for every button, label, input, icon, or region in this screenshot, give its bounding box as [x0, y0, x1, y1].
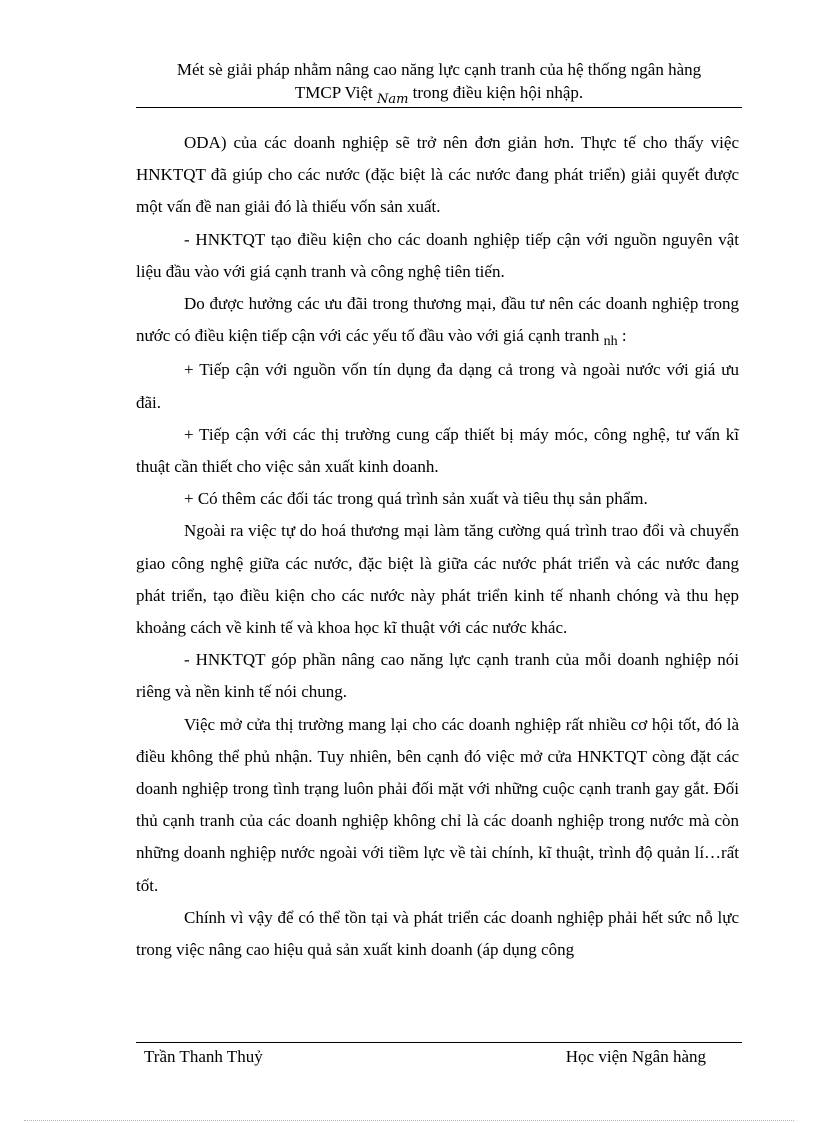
paragraph-incentives-text: Do được hưởng các ưu đãi trong thương mại, đầu tư nên các doanh nghiệp trong nước có điều kiện tiếp cận với các yếu tố đầu vào với giá cạnh tranh — [136, 294, 739, 346]
paragraph-incentives-colon: : — [621, 326, 627, 346]
paragraph-incentives-small-text: nh — [603, 334, 618, 350]
header-line-2-start: TMCP Việt — [294, 83, 373, 102]
document-body — [136, 127, 739, 966]
list-item-credit-access: + Tiếp cận với nguồn vốn tín dụng đa dạng cả trong và ngoài nước với giá ưu đãi. — [136, 360, 739, 412]
paragraph-efficiency: Chính vì vậy để có thể tồn tại và phát triển các doanh nghiệp phải hết sức nỗ lực trong việc nâng cao hiệu quả sản xuất kinh doanh (áp dụng công — [136, 907, 739, 960]
header-line-2-end: trong điều kiện hội nhập. — [412, 83, 584, 102]
footer-institution: Học viện Ngân hàng — [565, 1047, 706, 1066]
page-footer — [136, 1042, 742, 1066]
footer-author: Trần Thanh Thuỷ — [144, 1047, 263, 1066]
list-item-equipment-access: + Tiếp cận với các thị trường cung cấp thiết bị máy móc, công nghệ, tư vấn kĩ thuật cần thiết cho việc sản xuất kinh doanh. — [136, 424, 739, 477]
paragraph-technology-transfer: Ngoài ra việc tự do hoá thương mại làm tăng cường quá trình trao đổi và chuyển giao công nghệ giữa các nước, đặc biệt là giữa các nước phát triển và các nước đang phát triển, tạo điều kiện cho các nước này phát triển kinh tế nhanh chóng và thu hẹp khoảng cách về kinh tế và khoa học kĩ thuật với các nước khác. — [136, 521, 739, 638]
paragraph-competitiveness: - HNKTQT góp phần nâng cao năng lực cạnh tranh của mỗi doanh nghiệp nói riêng và nền kinh tế nói chung. — [136, 650, 739, 702]
paragraph-material-access: - HNKTQT tạo điều kiện cho các doanh nghiệp tiếp cận với nguồn nguyên vật liệu đầu vào với giá cạnh tranh và công nghệ tiên tiến. — [136, 229, 739, 281]
header-title-line-1: Mét sè giải pháp nhằm nâng cao năng lực cạnh tranh của hệ thống ngân hàng — [176, 60, 702, 79]
page-edge-divider — [24, 1120, 794, 1121]
paragraph-incentives — [136, 288, 739, 354]
list-item-partners: + Có thêm các đối tác trong quá trình sản xuất và tiêu thụ sản phẩm. — [184, 489, 648, 509]
paragraph-market-opening: Việc mở cửa thị trường mang lại cho các doanh nghiệp rất nhiều cơ hội tốt, đó là điều không thể phủ nhận. Tuy nhiên, bên cạnh đó việc mở cửa HNKTQT còng đặt các doanh nghiệp trong tình trạng luôn phải đối mặt với những cuộc cạnh tranh gay gắt. Đối thủ cạnh tranh của các doanh nghiệp không chỉ là các doanh nghiệp trong nước mà còn những doanh nghiệp nước ngoài với tiềm lực về tài chính, kĩ thuật, trình độ quản lí…rất tốt. — [136, 714, 739, 895]
paragraph-oda-capital: ODA) của các doanh nghiệp sẽ trở nên đơn giản hơn. Thực tế cho thấy việc HNKTQT đã giúp cho các nước (đặc biệt là các nước đang phát triển) giải quyết được một vấn đề nan giải đó là thiếu vốn sản xuất. — [136, 133, 739, 217]
page-header — [136, 58, 742, 108]
header-line-2-word: Nam — [376, 92, 409, 107]
header-title-line-2 — [136, 81, 742, 106]
